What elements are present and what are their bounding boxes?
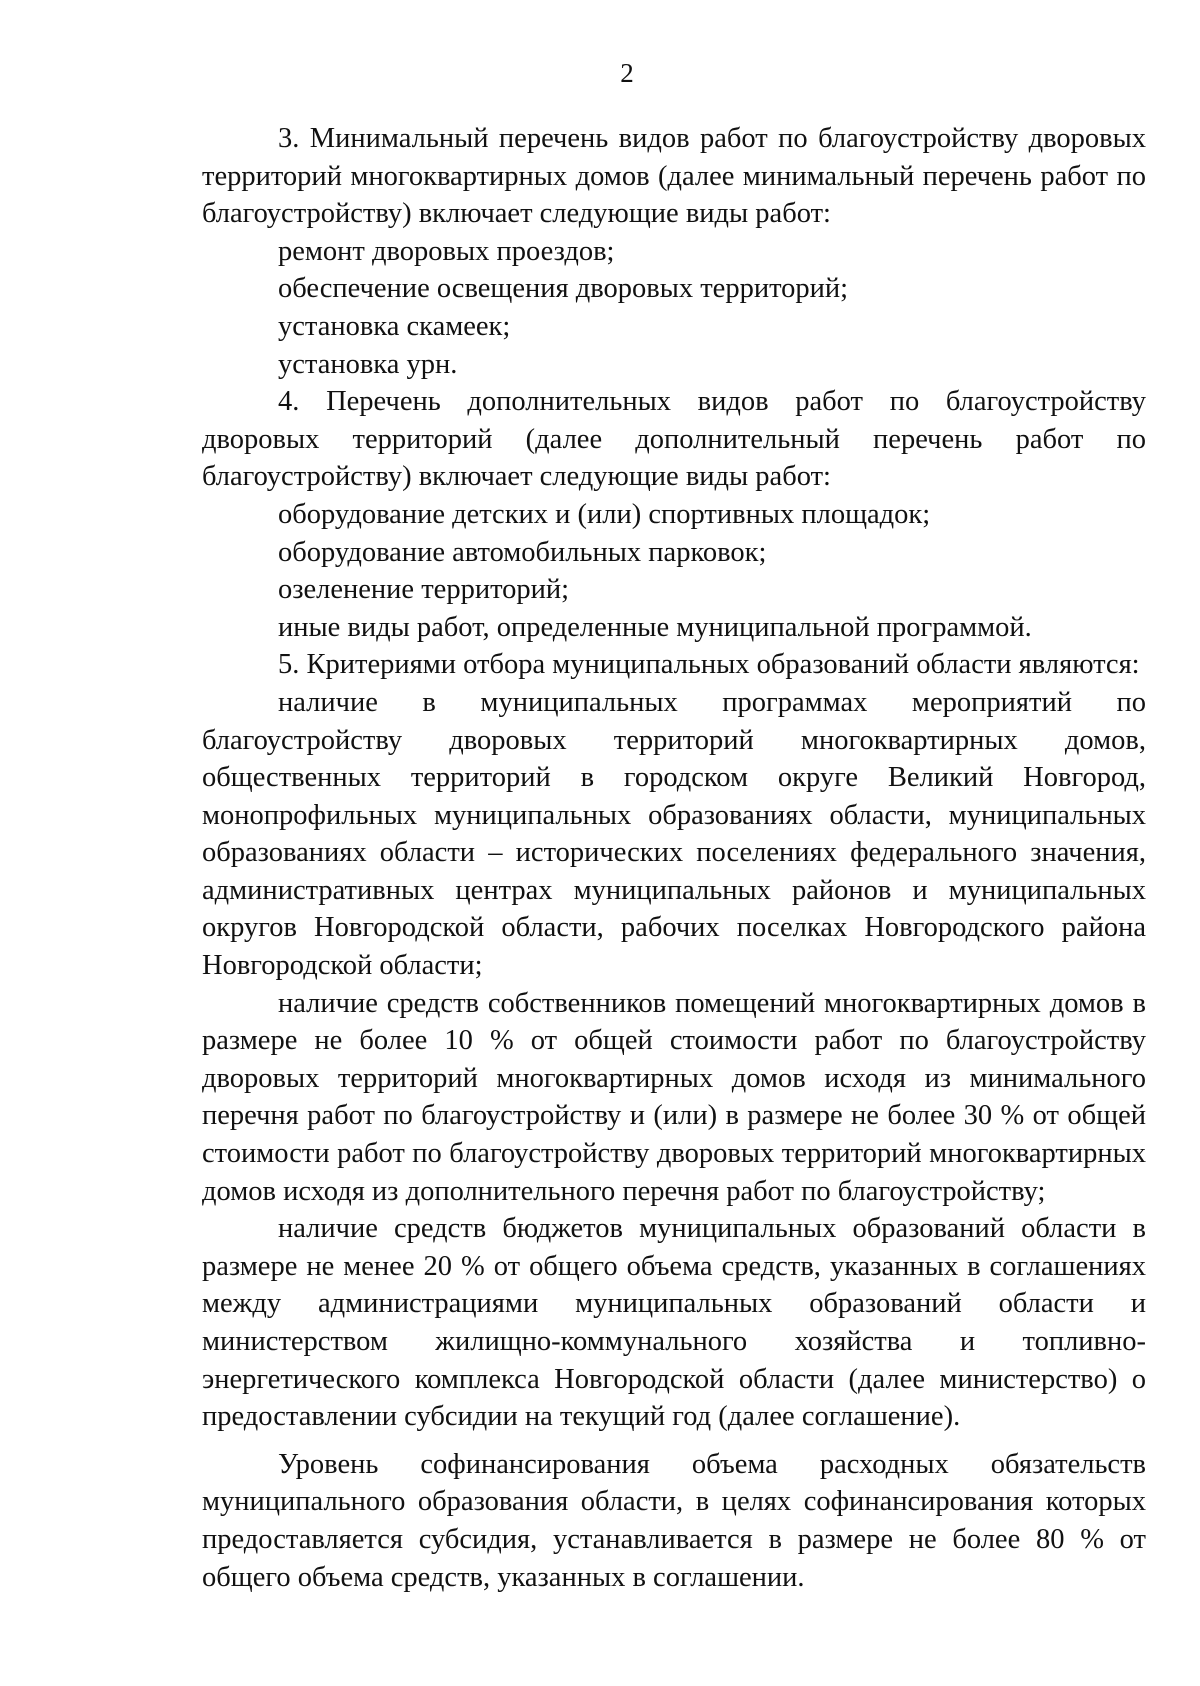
selection-criterion: наличие средств собственников помещений многоквартирных домов в размере не более 10 % от общей стоимости работ по благоустройству дворовых территорий многоквартирных домов исходя из минимального перечня работ по благоустройству и (или) в размере не более 30 % от общей стоимости работ по благоустройству дворовых территорий многоквартирных домов исходя из дополнительного перечня работ по благоустройству; — [202, 987, 1146, 1207]
minimal-work-item: установка урн. — [278, 348, 458, 380]
section-4-intro: 4. Перечень дополнительных видов работ по благоустройству дворовых территорий (далее дополнительный перечень работ по благоустройству) включает следующие виды работ: — [202, 386, 1146, 493]
additional-work-item: оборудование автомобильных парковок; — [278, 536, 767, 568]
minimal-work-item: обеспечение освещения дворовых территорий; — [278, 273, 849, 305]
selection-criterion: наличие средств бюджетов муниципальных образований области в размере не менее 20 % от общего объема средств, указанных в соглашениях между администрациями муниципальных образований области и министерством жилищно-коммунального хозяйства и топливно-энергетического комплекса Новгородской области (далее министерство) о предоставлении субсидии на текущий год (далее соглашение). — [202, 1213, 1146, 1433]
section-3-intro: 3. Минимальный перечень видов работ по благоустройству дворовых территорий многоквартирных домов (далее минимальный перечень работ по благоустройству) включает следующие виды работ: — [202, 123, 1146, 230]
section-5-intro: 5. Критериями отбора муниципальных образований области являются: — [278, 649, 1140, 681]
minimal-work-item: установка скамеек; — [278, 310, 511, 342]
additional-work-item: оборудование детских и (или) спортивных площадок; — [278, 498, 931, 530]
minimal-work-item: ремонт дворовых проездов; — [278, 235, 615, 267]
cofinancing-paragraph: Уровень софинансирования объема расходных обязательств муниципального образования области, в целях софинансирования которых предоставляется субсидия, устанавливается в размере не более 80 % от общего объема средств, указанных в соглашении. — [202, 1448, 1146, 1593]
document-body — [202, 120, 1146, 1596]
additional-work-item: озеленение территорий; — [278, 574, 570, 606]
selection-criterion: наличие в муниципальных программах мероприятий по благоустройству дворовых территорий многоквартирных домов, общественных территорий в городском округе Великий Новгород, монопрофильных муниципальных образованиях области, муниципальных образованиях области – исторических поселениях федерального значения, административных центрах муниципальных районов и муниципальных округов Новгородской области, рабочих поселках Новгородского района Новгородской области; — [202, 686, 1146, 982]
additional-work-item: иные виды работ, определенные муниципальной программой. — [278, 611, 1032, 643]
page-number: 2 — [620, 58, 634, 88]
